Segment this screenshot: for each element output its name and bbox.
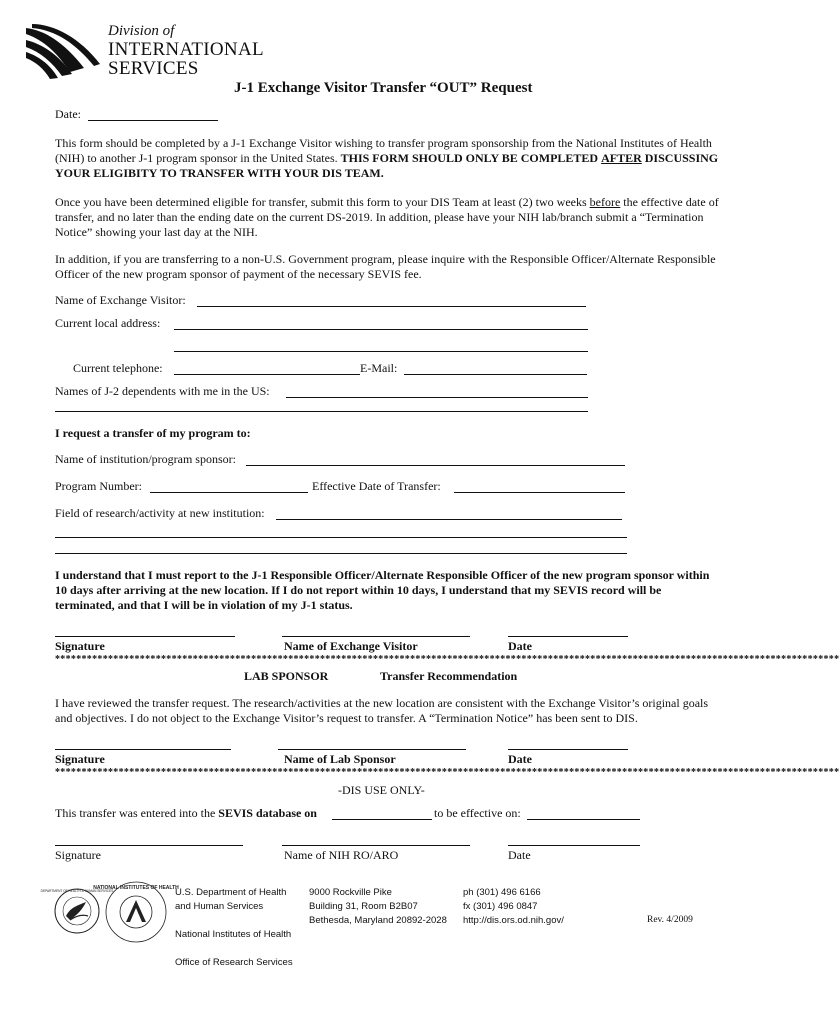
name-line-ro[interactable] (282, 845, 470, 846)
divider-stars-2: **************************************************************************************************************************************************** (55, 767, 839, 778)
email-field[interactable] (404, 374, 587, 375)
effective-date-label: Effective Date of Transfer: (312, 479, 441, 493)
field-of-research-field-2[interactable] (55, 537, 627, 538)
dependents-field-1[interactable] (286, 397, 588, 398)
program-number-label: Program Number: (55, 479, 142, 493)
agreement-text: I understand that I must report to the J-1 Responsible Officer/Alternate Responsible Officer of the new program sponsor within 10 days after arriving at the new location. If I do not report within 10 days, I understand that my SEVIS record will be terminated, and that I will be in violation of my J-1 status. (55, 568, 710, 612)
name-line-lab[interactable] (278, 749, 466, 750)
hhs-seal-icon (40, 886, 114, 936)
address-field-2[interactable] (174, 351, 588, 352)
footer-nih: National Institutes of Health (175, 929, 292, 940)
address-field-1[interactable] (174, 329, 588, 330)
dis-logo-icon (24, 20, 106, 82)
date-field[interactable] (88, 120, 218, 121)
field-of-research-field-1[interactable] (276, 519, 622, 520)
date-line-ro[interactable] (508, 845, 640, 846)
date-label-3: Date (508, 848, 531, 862)
footer-website-link[interactable]: http://dis.ors.od.nih.gov/ (463, 915, 564, 926)
signature-label-2: Signature (55, 752, 105, 766)
effective-date-field[interactable] (454, 492, 625, 493)
revision-label: Rev. 4/2009 (647, 915, 693, 925)
dependents-field-2[interactable] (55, 411, 588, 412)
date-line-visitor[interactable] (508, 636, 628, 637)
program-number-field[interactable] (150, 492, 308, 493)
field-of-research-field-3[interactable] (55, 553, 627, 554)
date-line-lab[interactable] (508, 749, 628, 750)
telephone-label: Current telephone: (73, 361, 163, 375)
effective-on-label: to be effective on: (434, 806, 521, 820)
footer-fax: fx (301) 496 0847 (463, 901, 538, 912)
name-label: Name of Exchange Visitor: (55, 293, 186, 307)
footer-hhs-line1: U.S. Department of Health (175, 887, 287, 898)
lab-sponsor-name-label: Name of Lab Sponsor (284, 752, 396, 766)
intro-paragraph-3: In addition, if you are transferring to a non-U.S. Government program, please inquire with the Responsible Officer/Alternate Responsible Officer of the new program sponsor of payment of the necessary SEVIS fee. (55, 252, 716, 281)
signature-line-lab[interactable] (55, 749, 231, 750)
footer-hhs-line2: and Human Services (175, 901, 264, 912)
field-of-research-label: Field of research/activity at new institution: (55, 506, 265, 520)
svg-text:DEPARTMENT OF HEALTH & HUMAN S: DEPARTMENT OF HEALTH & HUMAN SERVICES (40, 889, 114, 893)
dept-line1: INTERNATIONAL (108, 39, 264, 60)
sevis-date-field[interactable] (332, 819, 432, 820)
lab-sponsor-heading: LAB SPONSOR (244, 669, 329, 683)
signature-line-ro[interactable] (55, 845, 243, 846)
institution-label: Name of institution/program sponsor: (55, 452, 236, 466)
intro-paragraph-2: Once you have been determined eligible for transfer, submit this form to your DIS Team at least (2) two weeks before the effective date of transfer, and no later than the ending date on the current DS-2019. In addition, please have your NIH lab/branch submit a “Termination Notice” showing your last day at the NIH. (55, 195, 719, 239)
footer-ors: Office of Research Services (175, 957, 293, 968)
signature-label-3: Signature (55, 848, 101, 862)
page-title: J-1 Exchange Visitor Transfer “OUT” Request (234, 80, 533, 96)
name-field[interactable] (197, 306, 586, 307)
svg-text:NATIONAL INSTITUTES OF HEALTH: NATIONAL INSTITUTES OF HEALTH (93, 885, 179, 891)
lab-sponsor-text: I have reviewed the transfer request. The research/activities at the new location are consistent with the Exchange Visitor’s original goals and objectives. I do not object to the Exchange Visitor’s request to transfer. A “Termination Notice” has been sent to DIS. (55, 696, 709, 725)
dis-use-only-heading: -DIS USE ONLY- (338, 783, 425, 797)
dept-line2: SERVICES (108, 58, 199, 79)
institution-field[interactable] (246, 465, 625, 466)
footer-address-1: 9000 Rockville Pike (309, 887, 392, 898)
footer-phone: ph (301) 496 6166 (463, 887, 541, 898)
email-label: E-Mail: (360, 361, 398, 375)
signature-label-1: Signature (55, 639, 105, 653)
date-label: Date: (55, 107, 81, 121)
name-line-visitor[interactable] (282, 636, 470, 637)
transfer-recommendation-heading: Transfer Recommendation (380, 669, 518, 683)
intro-paragraph-1: This form should be completed by a J-1 Exchange Visitor wishing to transfer program sponsorship from the National Institutes of Health (NIH) to another J-1 program sponsor in the United States. THIS FORM SHOULD ONLY BE COMPLETED AFTER DISCUSSING YOUR ELIGIBITY TO TRANSFER WITH YOUR DIS TEAM. (55, 136, 719, 180)
date-label-1: Date (508, 639, 532, 653)
visitor-name-label: Name of Exchange Visitor (284, 639, 418, 653)
signature-line-visitor[interactable] (55, 636, 235, 637)
footer-address-3: Bethesda, Maryland 20892-2028 (309, 915, 447, 926)
address-label: Current local address: (55, 316, 161, 330)
divider-stars-1: **************************************************************************************************************************************************** (55, 654, 839, 665)
nih-seal-icon (93, 880, 179, 944)
ro-name-label: Name of NIH RO/ARO (284, 848, 399, 862)
dependents-label: Names of J-2 dependents with me in the US: (55, 384, 270, 398)
transfer-heading: I request a transfer of my program to: (55, 426, 251, 440)
footer-address-2: Building 31, Room B2B07 (309, 901, 418, 912)
sevis-entry-text: This transfer was entered into the SEVIS database on (55, 806, 317, 820)
division-of-label: Division of (108, 23, 175, 39)
effective-on-field[interactable] (527, 819, 640, 820)
telephone-field[interactable] (174, 374, 360, 375)
date-label-2: Date (508, 752, 532, 766)
